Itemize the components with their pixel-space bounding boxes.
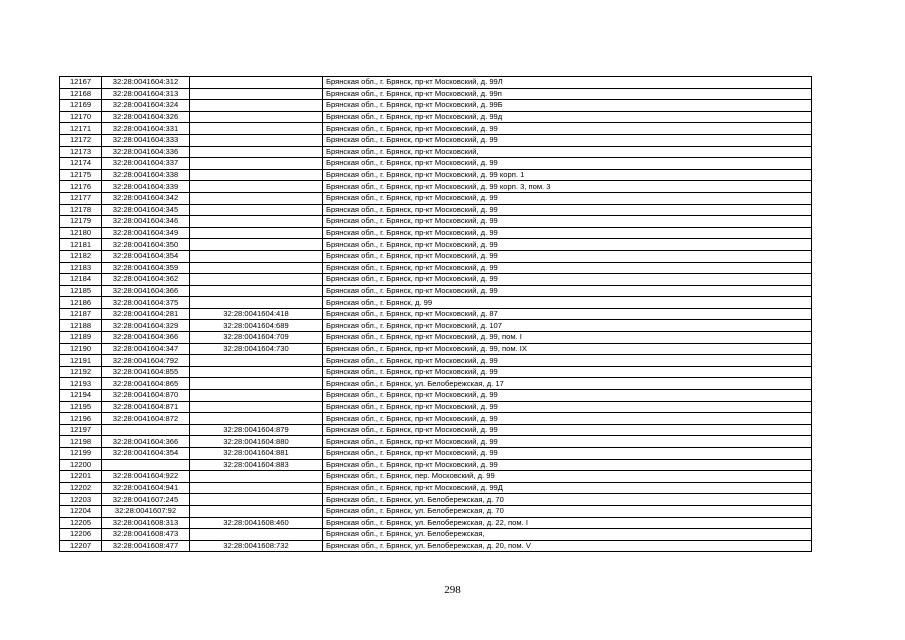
row-number-cell: 12188 (60, 320, 102, 332)
address-cell: Брянская обл., г. Брянск, пр-кт Московский, д. 99 (323, 123, 812, 135)
row-number-cell: 12200 (60, 459, 102, 471)
table-row (60, 216, 812, 228)
cadastral-number-cell: 32:28:0041604:324 (102, 100, 190, 112)
cadastral-number-cell: 32:28:0041604:346 (102, 216, 190, 228)
address-cell: Брянская обл., г. Брянск, пр-кт Московский, д. 99 (323, 413, 812, 425)
row-number-cell: 12187 (60, 308, 102, 320)
related-cadastral-number-cell (190, 529, 323, 541)
row-number-cell: 12202 (60, 482, 102, 494)
address-cell: Брянская обл., г. Брянск, пр-кт Московский, д. 99, пом. IX (323, 343, 812, 355)
address-cell: Брянская обл., г. Брянск, пр-кт Московский, д. 99 (323, 401, 812, 413)
address-cell: Брянская обл., г. Брянск, ул. Белобережская, д. 22, пом. I (323, 517, 812, 529)
table-row (60, 297, 812, 309)
related-cadastral-number-cell (190, 216, 323, 228)
address-cell: Брянская обл., г. Брянск, пр-кт Московский, д. 99 (323, 262, 812, 274)
related-cadastral-number-cell (190, 134, 323, 146)
related-cadastral-number-cell: 32:28:0041608:732 (190, 540, 323, 552)
table-row (60, 471, 812, 483)
related-cadastral-number-cell (190, 192, 323, 204)
row-number-cell: 12177 (60, 192, 102, 204)
cadastral-number-cell: 32:28:0041608:477 (102, 540, 190, 552)
row-number-cell: 12185 (60, 285, 102, 297)
table-row (60, 459, 812, 471)
cadastral-number-cell: 32:28:0041604:922 (102, 471, 190, 483)
related-cadastral-number-cell (190, 366, 323, 378)
address-cell: Брянская обл., г. Брянск, пр-кт Московский, д. 99 (323, 390, 812, 402)
related-cadastral-number-cell (190, 146, 323, 158)
address-cell: Брянская обл., г. Брянск, пр-кт Московский, д. 99 (323, 216, 812, 228)
row-number-cell: 12198 (60, 436, 102, 448)
cadastral-number-cell: 32:28:0041608:473 (102, 529, 190, 541)
table-row (60, 494, 812, 506)
address-cell: Брянская обл., г. Брянск, пр-кт Московский, д. 87 (323, 308, 812, 320)
cadastral-number-cell: 32:28:0041607:92 (102, 505, 190, 517)
address-cell: Брянская обл., г. Брянск, пр-кт Московский, д. 99 (323, 192, 812, 204)
table-row (60, 250, 812, 262)
table-row (60, 529, 812, 541)
cadastral-number-cell: 32:28:0041604:366 (102, 436, 190, 448)
cadastral-number-cell: 32:28:0041604:339 (102, 181, 190, 193)
cadastral-number-cell: 32:28:0041604:870 (102, 390, 190, 402)
cadastral-number-cell: 32:28:0041604:855 (102, 366, 190, 378)
row-number-cell: 12195 (60, 401, 102, 413)
row-number-cell: 12175 (60, 169, 102, 181)
table-row (60, 239, 812, 251)
related-cadastral-number-cell (190, 505, 323, 517)
row-number-cell: 12186 (60, 297, 102, 309)
cadastral-number-cell: 32:28:0041608:313 (102, 517, 190, 529)
table-row (60, 390, 812, 402)
address-cell: Брянская обл., г. Брянск, пр-кт Московский, д. 107 (323, 320, 812, 332)
address-cell: Брянская обл., г. Брянск, пр-кт Московский, д. 99 (323, 366, 812, 378)
related-cadastral-number-cell (190, 274, 323, 286)
row-number-cell: 12205 (60, 517, 102, 529)
address-cell: Брянская обл., г. Брянск, ул. Белобережская, д. 70 (323, 505, 812, 517)
row-number-cell: 12207 (60, 540, 102, 552)
related-cadastral-number-cell: 32:28:0041604:883 (190, 459, 323, 471)
row-number-cell: 12189 (60, 332, 102, 344)
row-number-cell: 12167 (60, 77, 102, 89)
related-cadastral-number-cell (190, 285, 323, 297)
row-number-cell: 12170 (60, 111, 102, 123)
table-row (60, 100, 812, 112)
address-cell: Брянская обл., г. Брянск, ул. Белобережская, д. 70 (323, 494, 812, 506)
related-cadastral-number-cell (190, 100, 323, 112)
related-cadastral-number-cell (190, 111, 323, 123)
address-cell: Брянская обл., г. Брянск, пр-кт Московский, д. 99 (323, 274, 812, 286)
row-number-cell: 12178 (60, 204, 102, 216)
related-cadastral-number-cell (190, 250, 323, 262)
cadastral-number-cell: 32:28:0041604:865 (102, 378, 190, 390)
related-cadastral-number-cell (190, 262, 323, 274)
address-cell: Брянская обл., г. Брянск, пр-кт Московский, д. 99 (323, 424, 812, 436)
table-row (60, 540, 812, 552)
table-row (60, 517, 812, 529)
related-cadastral-number-cell (190, 413, 323, 425)
related-cadastral-number-cell (190, 471, 323, 483)
related-cadastral-number-cell: 32:28:0041604:730 (190, 343, 323, 355)
table-row (60, 227, 812, 239)
row-number-cell: 12193 (60, 378, 102, 390)
related-cadastral-number-cell: 32:28:0041604:881 (190, 448, 323, 460)
address-cell: Брянская обл., г. Брянск, пр-кт Московский, д. 99д (323, 111, 812, 123)
related-cadastral-number-cell (190, 239, 323, 251)
row-number-cell: 12204 (60, 505, 102, 517)
cadastral-number-cell: 32:28:0041607:245 (102, 494, 190, 506)
table-row (60, 424, 812, 436)
row-number-cell: 12191 (60, 355, 102, 367)
table-row (60, 88, 812, 100)
address-cell: Брянская обл., г. Брянск, пр-кт Московский, д. 99 (323, 158, 812, 170)
table-row (60, 482, 812, 494)
row-number-cell: 12183 (60, 262, 102, 274)
row-number-cell: 12197 (60, 424, 102, 436)
related-cadastral-number-cell (190, 390, 323, 402)
address-cell: Брянская обл., г. Брянск, пр-кт Московский, д. 99, пом. I (323, 332, 812, 344)
cadastral-number-cell: 32:28:0041604:941 (102, 482, 190, 494)
row-number-cell: 12169 (60, 100, 102, 112)
table-row (60, 355, 812, 367)
table-row (60, 320, 812, 332)
cadastral-number-cell: 32:28:0041604:366 (102, 285, 190, 297)
cadastral-number-cell: 32:28:0041604:329 (102, 320, 190, 332)
row-number-cell: 12184 (60, 274, 102, 286)
cadastral-number-cell: 32:28:0041604:871 (102, 401, 190, 413)
related-cadastral-number-cell: 32:28:0041604:879 (190, 424, 323, 436)
table-row (60, 436, 812, 448)
cadastral-number-cell: 32:28:0041604:350 (102, 239, 190, 251)
registry-table (59, 76, 812, 552)
row-number-cell: 12201 (60, 471, 102, 483)
cadastral-number-cell: 32:28:0041604:354 (102, 250, 190, 262)
table-row (60, 204, 812, 216)
table-row (60, 181, 812, 193)
table-row (60, 343, 812, 355)
cadastral-number-cell: 32:28:0041604:313 (102, 88, 190, 100)
row-number-cell: 12174 (60, 158, 102, 170)
table-row (60, 332, 812, 344)
address-cell: Брянская обл., г. Брянск, пр-кт Московский, д. 99Д (323, 482, 812, 494)
address-cell: Брянская обл., г. Брянск, пр-кт Московский, д. 99 (323, 204, 812, 216)
related-cadastral-number-cell (190, 378, 323, 390)
cadastral-number-cell: 32:28:0041604:312 (102, 77, 190, 89)
address-cell: Брянская обл., г. Брянск, пр-кт Московский, д. 99 корп. 1 (323, 169, 812, 181)
related-cadastral-number-cell: 32:28:0041604:709 (190, 332, 323, 344)
address-cell: Брянская обл., г. Брянск, пр-кт Московский, д. 99п (323, 88, 812, 100)
row-number-cell: 12190 (60, 343, 102, 355)
cadastral-number-cell: 32:28:0041604:792 (102, 355, 190, 367)
registry-table-body (60, 77, 812, 552)
address-cell: Брянская обл., г. Брянск, пр-кт Московский, д. 99 (323, 436, 812, 448)
address-cell: Брянская обл., г. Брянск, пр-кт Московский, д. 99 (323, 285, 812, 297)
row-number-cell: 12192 (60, 366, 102, 378)
related-cadastral-number-cell (190, 494, 323, 506)
address-cell: Брянская обл., г. Брянск, д. 99 (323, 297, 812, 309)
cadastral-number-cell (102, 424, 190, 436)
cadastral-number-cell: 32:28:0041604:342 (102, 192, 190, 204)
table-row (60, 192, 812, 204)
table-row (60, 146, 812, 158)
related-cadastral-number-cell: 32:28:0041608:460 (190, 517, 323, 529)
cadastral-number-cell: 32:28:0041604:338 (102, 169, 190, 181)
related-cadastral-number-cell (190, 88, 323, 100)
cadastral-number-cell: 32:28:0041604:354 (102, 448, 190, 460)
row-number-cell: 12176 (60, 181, 102, 193)
table-row (60, 505, 812, 517)
page-number: 298 (444, 584, 461, 596)
table-row (60, 158, 812, 170)
related-cadastral-number-cell: 32:28:0041604:418 (190, 308, 323, 320)
table-row (60, 413, 812, 425)
address-cell: Брянская обл., г. Брянск, пр-кт Московский, д. 99 (323, 250, 812, 262)
row-number-cell: 12203 (60, 494, 102, 506)
address-cell: Брянская обл., г. Брянск, ул. Белобережская, (323, 529, 812, 541)
cadastral-number-cell: 32:28:0041604:337 (102, 158, 190, 170)
table-row (60, 401, 812, 413)
address-cell: Брянская обл., г. Брянск, пр-кт Московский, д. 99 корп. 3, пом. 3 (323, 181, 812, 193)
row-number-cell: 12181 (60, 239, 102, 251)
table-row (60, 274, 812, 286)
cadastral-number-cell: 32:28:0041604:345 (102, 204, 190, 216)
row-number-cell: 12182 (60, 250, 102, 262)
cadastral-number-cell: 32:28:0041604:281 (102, 308, 190, 320)
address-cell: Брянская обл., г. Брянск, пр-кт Московский, д. 99 (323, 459, 812, 471)
table-row (60, 77, 812, 89)
table-row (60, 308, 812, 320)
row-number-cell: 12194 (60, 390, 102, 402)
address-cell: Брянская обл., г. Брянск, пр-кт Московский, д. 99 (323, 239, 812, 251)
cadastral-number-cell: 32:28:0041604:326 (102, 111, 190, 123)
related-cadastral-number-cell (190, 204, 323, 216)
related-cadastral-number-cell: 32:28:0041604:880 (190, 436, 323, 448)
address-cell: Брянская обл., г. Брянск, пр-кт Московский, д. 99 (323, 227, 812, 239)
table-row (60, 448, 812, 460)
cadastral-number-cell: 32:28:0041604:872 (102, 413, 190, 425)
related-cadastral-number-cell (190, 158, 323, 170)
cadastral-number-cell: 32:28:0041604:359 (102, 262, 190, 274)
row-number-cell: 12168 (60, 88, 102, 100)
row-number-cell: 12171 (60, 123, 102, 135)
cadastral-number-cell: 32:28:0041604:347 (102, 343, 190, 355)
address-cell: Брянская обл., г. Брянск, пр-кт Московский, д. 99 (323, 355, 812, 367)
table-row (60, 366, 812, 378)
cadastral-number-cell: 32:28:0041604:336 (102, 146, 190, 158)
cadastral-number-cell: 32:28:0041604:331 (102, 123, 190, 135)
related-cadastral-number-cell (190, 297, 323, 309)
row-number-cell: 12196 (60, 413, 102, 425)
table-row (60, 111, 812, 123)
cadastral-number-cell: 32:28:0041604:366 (102, 332, 190, 344)
row-number-cell: 12172 (60, 134, 102, 146)
table-row (60, 285, 812, 297)
related-cadastral-number-cell (190, 169, 323, 181)
cadastral-number-cell: 32:28:0041604:349 (102, 227, 190, 239)
table-row (60, 262, 812, 274)
address-cell: Брянская обл., г. Брянск, пр-кт Московский, д. 99Б (323, 100, 812, 112)
address-cell: Брянская обл., г. Брянск, ул. Белобережская, д. 20, пом. V (323, 540, 812, 552)
table-row (60, 169, 812, 181)
row-number-cell: 12199 (60, 448, 102, 460)
related-cadastral-number-cell (190, 181, 323, 193)
related-cadastral-number-cell (190, 227, 323, 239)
address-cell: Брянская обл., г. Брянск, пер. Московский, д. 99 (323, 471, 812, 483)
address-cell: Брянская обл., г. Брянск, пр-кт Московский, д. 99Л (323, 77, 812, 89)
row-number-cell: 12173 (60, 146, 102, 158)
related-cadastral-number-cell (190, 482, 323, 494)
cadastral-number-cell (102, 459, 190, 471)
row-number-cell: 12206 (60, 529, 102, 541)
related-cadastral-number-cell (190, 123, 323, 135)
related-cadastral-number-cell (190, 401, 323, 413)
address-cell: Брянская обл., г. Брянск, ул. Белобережская, д. 17 (323, 378, 812, 390)
table-row (60, 134, 812, 146)
cadastral-number-cell: 32:28:0041604:333 (102, 134, 190, 146)
table-row (60, 123, 812, 135)
related-cadastral-number-cell: 32:28:0041604:689 (190, 320, 323, 332)
address-cell: Брянская обл., г. Брянск, пр-кт Московский, д. 99 (323, 448, 812, 460)
related-cadastral-number-cell (190, 355, 323, 367)
cadastral-number-cell: 32:28:0041604:362 (102, 274, 190, 286)
row-number-cell: 12179 (60, 216, 102, 228)
address-cell: Брянская обл., г. Брянск, пр-кт Московский, д. 99 (323, 134, 812, 146)
table-row (60, 378, 812, 390)
related-cadastral-number-cell (190, 77, 323, 89)
address-cell: Брянская обл., г. Брянск, пр-кт Московский, (323, 146, 812, 158)
cadastral-number-cell: 32:28:0041604:375 (102, 297, 190, 309)
row-number-cell: 12180 (60, 227, 102, 239)
